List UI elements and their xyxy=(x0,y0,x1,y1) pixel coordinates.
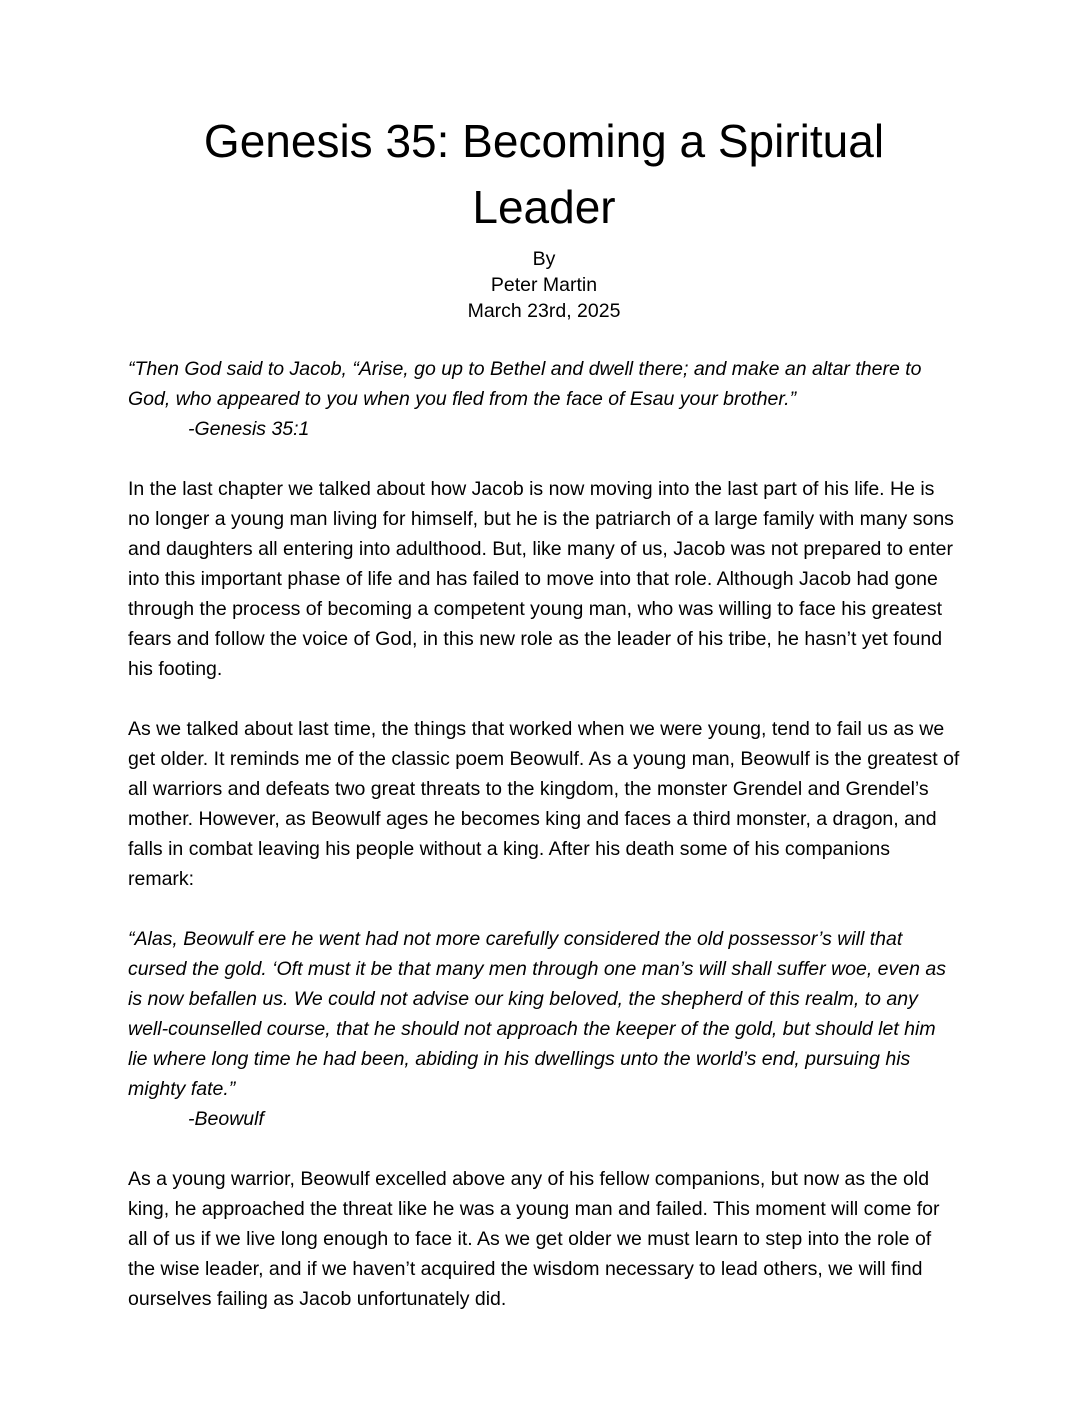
beowulf-quote-attribution: -Beowulf xyxy=(188,1108,264,1130)
body-paragraph-1: In the last chapter we talked about how Jacob is now moving into the last part of his life. He is no longer a young man living for himself, but he is the patriarch of a large family with many sons and daughters all entering into adulthood. But, like many of us, Jacob was not prepared to enter into this important phase of life and has failed to move into that role. Although Jacob had gone through the process of becoming a competent young man, who was willing to face his greatest fears and follow the voice of God, in this new role as the leader of his tribe, he hasn’t yet found his footing. xyxy=(128,478,954,680)
scripture-quote-attribution: -Genesis 35:1 xyxy=(188,418,310,440)
byline xyxy=(128,246,960,324)
body-paragraph-3: As a young warrior, Beowulf excelled above any of his fellow companions, but now as the old king, he approached the threat like he was a young man and failed. This moment will come for all of us if we live long enough to face it. As we get older we must learn to step into the role of the wise leader, and if we haven’t acquired the wisdom necessary to lead others, we will find ourselves failing as Jacob unfortunately did. xyxy=(128,1168,940,1310)
byline-author: Peter Martin xyxy=(490,274,598,296)
document-title: Genesis 35: Becoming a Spiritual Leader xyxy=(203,115,885,233)
beowulf-quote: “Alas, Beowulf ere he went had not more carefully considered the old possessor’s will that cursed the gold. ‘Oft must it be that many men through one man’s will shall suffer woe, even as is now befallen us. We could not advise our king beloved, the shepherd of this realm, to any well-counselled course, that he should not approach the keeper of the gold, but should let him lie where long time he had been, abiding in his dwellings unto the world’s end, pursuing his mighty fate.” xyxy=(128,928,946,1100)
byline-prefix: By xyxy=(532,248,556,270)
scripture-quote: “Then God said to Jacob, “Arise, go up to Bethel and dwell there; and make an altar there to God, who appeared to you when you fled from the face of Esau your brother.” xyxy=(128,358,922,410)
body-paragraph-2: As we talked about last time, the things that worked when we were young, tend to fail us as we get older. It reminds me of the classic poem Beowulf. As a young man, Beowulf is the greatest of all warriors and defeats two great threats to the kingdom, the monster Grendel and Grendel’s mother. However, as Beowulf ages he becomes king and faces a third monster, a dragon, and falls in combat leaving his people without a king. After his death some of his companions remark: xyxy=(128,718,960,890)
byline-date: March 23rd, 2025 xyxy=(467,300,621,322)
